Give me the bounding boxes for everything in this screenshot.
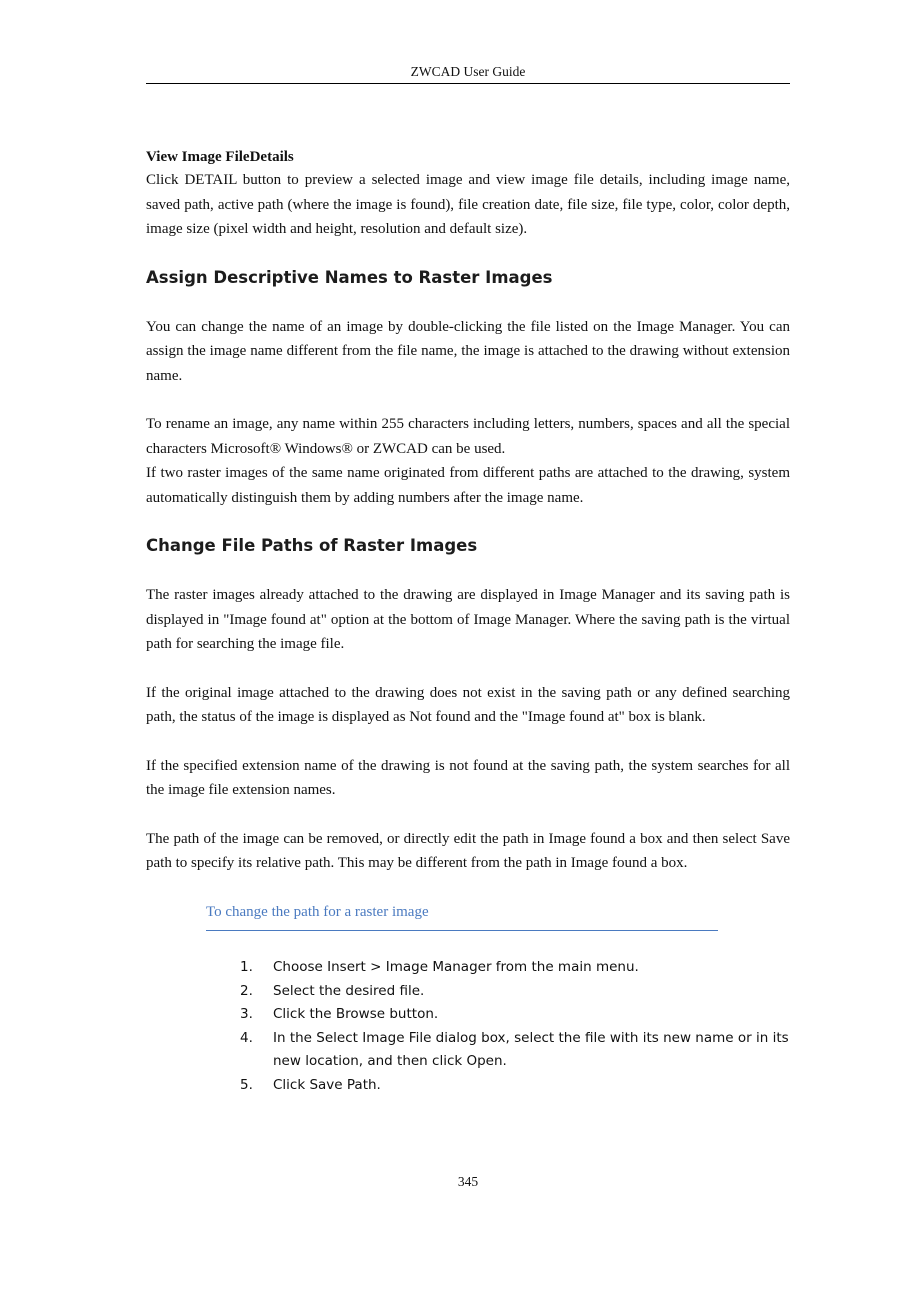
paths-paragraph-4: The path of the image can be removed, or directly edit the path in Image found a box and then select Save path to specify its relative path. This may be different from the path in Image found a box. <box>146 830 790 871</box>
page-number: 345 <box>457 1174 479 1189</box>
page-header: ZWCAD User Guide <box>146 64 790 84</box>
procedure-step <box>240 1074 800 1098</box>
assign-paragraph-1: You can change the name of an image by double-clicking the file listed on the Image Manager. You can assign the image name different from the file name, the image is attached to the drawing without extension name. <box>146 318 790 384</box>
step-text: In the Select Image File dialog box, select the file with its new name or in its new location, and then click Open. <box>273 1029 789 1069</box>
procedure-step <box>240 1003 800 1027</box>
page-content <box>146 146 790 876</box>
paths-paragraph-3: If the specified extension name of the drawing is not found at the saving path, the system searches for all the image file extension names. <box>146 757 790 798</box>
procedure-title: To change the path for a raster image <box>206 904 718 931</box>
step-text: Choose Insert > Image Manager from the main menu. <box>273 959 639 975</box>
assign-paragraph-2: To rename an image, any name within 255 characters including letters, numbers, spaces and all the special characters Microsoft® Windows® or ZWCAD can be used. <box>146 416 790 457</box>
view-details-heading: View Image FileDetails <box>146 149 294 165</box>
procedure-step <box>240 980 800 1004</box>
step-number: 2. <box>240 982 253 999</box>
procedure-step <box>240 1027 800 1074</box>
step-text: Click Save Path. <box>273 1076 381 1093</box>
view-details-paragraph: Click DETAIL button to preview a selected image and view image file details, including image name, saved path, active path (where the image is found), file creation date, file size, file type, color, color depth, image size (pixel width and height, resolution and default size). <box>146 172 790 237</box>
paths-paragraph-2: If the original image attached to the drawing does not exist in the saving path or any defined searching path, the status of the image is displayed as Not found and the "Image found at" box is blank. <box>146 684 790 725</box>
assign-paragraph-3: If two raster images of the same name originated from different paths are attached to the drawing, system automatically distinguish them by adding numbers after the image name. <box>146 465 790 506</box>
step-number: 3. <box>240 1006 253 1022</box>
paths-paragraph-1: The raster images already attached to the drawing are displayed in Image Manager and its saving path is displayed in "Image found at" option at the bottom of Image Manager. Where the saving path is the virtual path for searching the image file. <box>146 587 790 652</box>
step-text: Click the Browse button. <box>273 1006 439 1022</box>
step-number: 5. <box>240 1076 253 1093</box>
assign-names-title: Assign Descriptive Names to Raster Images <box>146 267 553 287</box>
procedure-steps <box>240 956 800 1097</box>
step-number: 1. <box>240 959 253 975</box>
procedure-step <box>240 956 800 980</box>
step-number: 4. <box>240 1029 253 1046</box>
step-text: Select the desired file. <box>273 982 425 999</box>
change-paths-title: Change File Paths of Raster Images <box>146 536 478 555</box>
